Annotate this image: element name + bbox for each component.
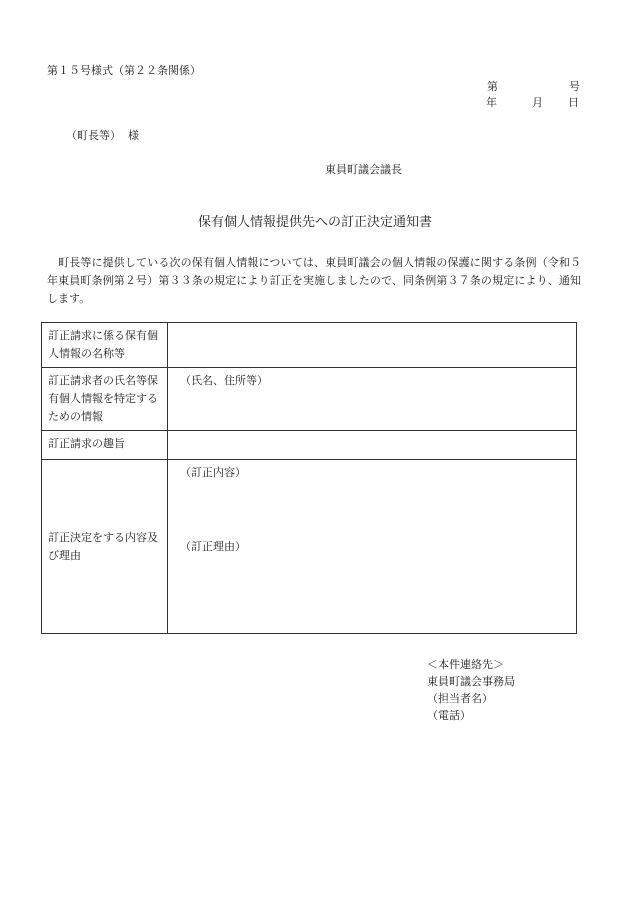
addressee-name: （町長等）	[66, 129, 121, 142]
row-value-decision	[168, 460, 577, 634]
addressee-honorific: 様	[128, 129, 139, 142]
sender-name: 東員町議会議長	[325, 163, 402, 176]
row-label-request-purpose: 訂正請求の趣旨	[42, 431, 168, 460]
body-paragraph: 町長等に提供している次の保有個人情報については、東員町議会の個人情報の保護に関する条例（令和５年東員町条例第２号）第３３条の規定により訂正を実施しましたので、同条例第３７条の規定により、通知します。	[47, 256, 581, 305]
correction-content-note: （訂正内容）	[180, 466, 246, 479]
row-label-requester: 訂正請求者の氏名等保有個人情報を特定するための情報	[42, 368, 168, 431]
requester-note: （氏名、住所等）	[180, 374, 268, 387]
table-row	[42, 323, 577, 368]
row-label-info-name: 訂正請求に係る保有個人情報の名称等	[42, 323, 168, 368]
document-number-suffix: 号	[569, 80, 580, 93]
row-value-request-purpose	[168, 431, 577, 460]
document-number-prefix: 第	[487, 80, 498, 93]
correction-reason-note: （訂正理由）	[180, 540, 246, 553]
contact-block	[427, 656, 515, 724]
form-number-label: 第１５号様式（第２２条関係）	[47, 64, 201, 77]
contact-heading: ＜本件連絡先＞	[427, 658, 504, 671]
date-day-label: 日	[568, 96, 579, 109]
table-row	[42, 368, 577, 431]
table-row	[42, 460, 577, 634]
row-label-decision: 訂正決定をする内容及び理由	[42, 460, 168, 634]
date-year-label: 年	[486, 96, 497, 109]
row-value-requester	[168, 368, 577, 431]
contact-person: （担当者名）	[427, 692, 493, 705]
contact-office: 東員町議会事務局	[427, 675, 515, 688]
row-value-info-name	[168, 323, 577, 368]
document-title: 保有個人情報提供先への訂正決定通知書	[197, 215, 432, 230]
date-month-label: 月	[532, 96, 543, 109]
contact-phone: （電話）	[427, 709, 471, 722]
correction-details-table	[41, 322, 577, 634]
table-row	[42, 431, 577, 460]
